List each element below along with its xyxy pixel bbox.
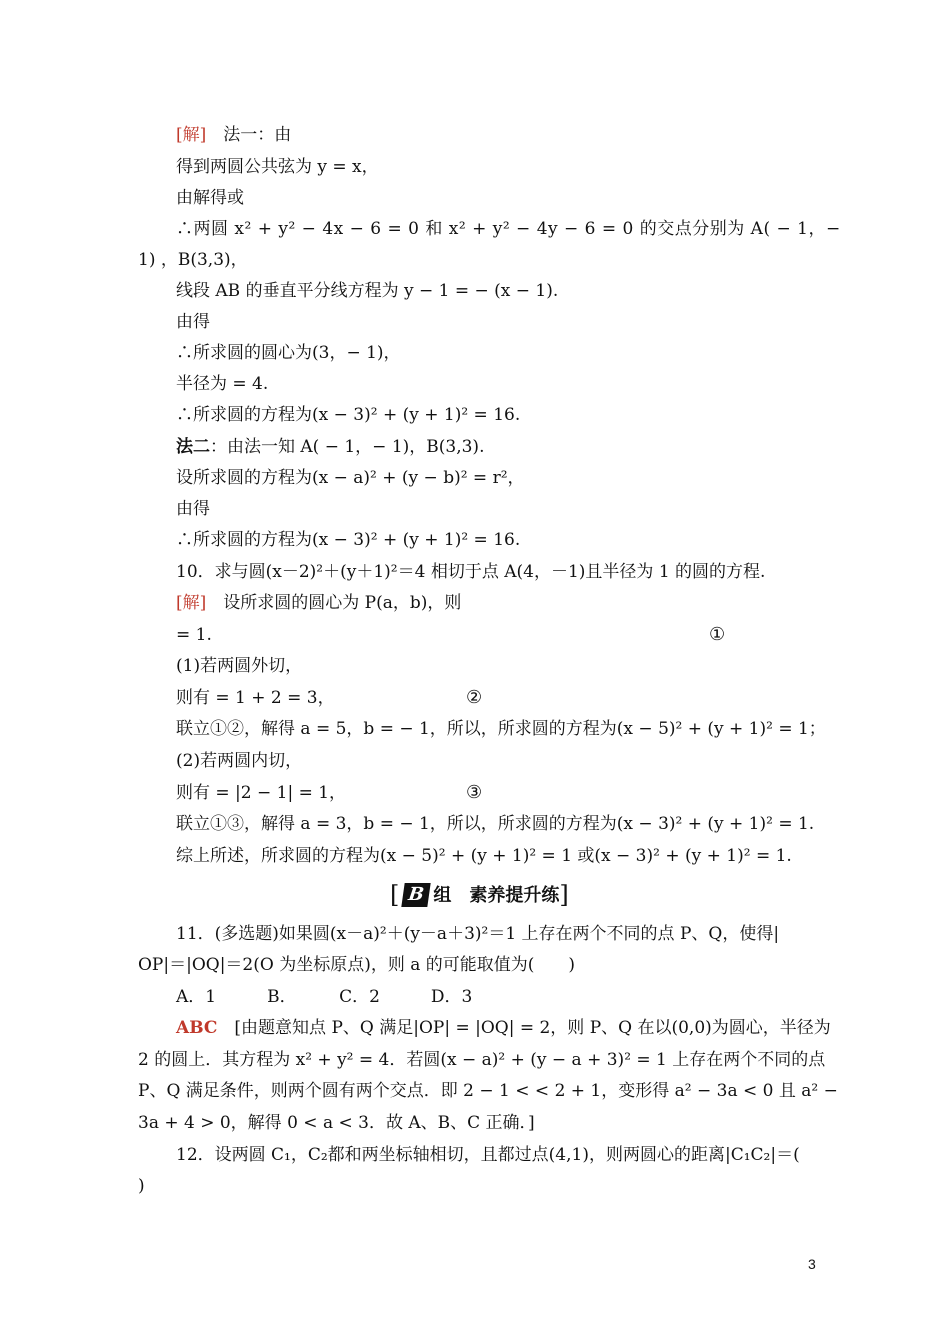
text-line: ∴所求圆的圆心为(3，− 1)， bbox=[176, 343, 401, 363]
question-10: 10．求与圆(x－2)²＋(y＋1)²＝4 相切于点 A(4，－1)且半径为 1 的圆的方程. bbox=[176, 562, 766, 582]
answer-options: A．1 B． C．2 D．3 bbox=[176, 987, 473, 1007]
text-line: 由解得或 bbox=[176, 188, 244, 208]
text-line: = 1. bbox=[176, 625, 212, 645]
method-two-label: 法二 bbox=[176, 437, 210, 457]
text-line: 线段 AB 的垂直平分线方程为 y − 1 = − (x − 1). bbox=[176, 281, 559, 301]
text-line: 则有 = |2 − 1| = 1， bbox=[176, 783, 347, 803]
method-two-line: 法二：由法一知 A( − 1，− 1)，B(3,3). bbox=[176, 437, 485, 457]
question-12: 12．设两圆 C₁，C₂都和两坐标轴相切，且都过点(4,1)，则两圆心的距离|C₁C₂|＝( bbox=[176, 1145, 800, 1165]
solution-tag: [解] bbox=[176, 593, 207, 613]
text-line: 则有 = 1 + 2 = 3， bbox=[176, 688, 335, 708]
section-bracket-close: ] bbox=[559, 881, 569, 909]
question-11: 11．(多选题)如果圆(x－a)²＋(y－a＋3)²＝1 上存在两个不同的点 P、Q，使得| bbox=[176, 924, 780, 944]
text-line: 2 的圆上．其方程为 x² + y² = 4．若圆(x − a)² + (y − a + 3)² = 1 上存在两个不同的点 bbox=[138, 1050, 826, 1070]
text-line: ∴两圆 x² + y² − 4x − 6 = 0 和 x² + y² − 4y − 6 = 0 的交点分别为 A( − 1，− bbox=[176, 219, 841, 239]
text-line: 由得 bbox=[176, 499, 210, 519]
answer-line: ABC [由题意知点 P、Q 满足|OP| = |OQ| = 2，则 P、Q 在以(0,0)为圆心，半径为 bbox=[176, 1018, 831, 1038]
equation-marker-3: ③ bbox=[466, 782, 483, 803]
text-line: (1)若两圆外切， bbox=[176, 656, 303, 676]
text-line: 由得 bbox=[176, 312, 210, 332]
text-line: ∴所求圆的方程为(x − 3)² + (y + 1)² = 16. bbox=[176, 530, 521, 550]
solution-tag: [解] bbox=[176, 125, 207, 145]
text-line: 联立①③，解得 a = 3，b = − 1，所以，所求圆的方程为(x − 3)² + (y + 1)² = 1. bbox=[176, 814, 815, 834]
section-letter-badge: B bbox=[402, 883, 431, 907]
text-line: 半径为 = 4. bbox=[176, 374, 269, 394]
section-heading bbox=[390, 880, 600, 910]
solution-label-line: [解] 设所求圆的圆心为 P(a，b)，则 bbox=[176, 593, 462, 613]
text-line: 得到两圆公共弦为 y = x， bbox=[176, 157, 379, 177]
text-line: ) bbox=[138, 1176, 145, 1196]
text-line: 1) ，B(3,3)， bbox=[138, 250, 248, 270]
section-bracket-open: [ bbox=[390, 881, 400, 909]
page-number: 3 bbox=[808, 1256, 816, 1272]
text-line: 3a + 4 > 0，解得 0 < a < 3．故 A、B、C 正确．] bbox=[138, 1113, 535, 1133]
text-line: OP|＝|OQ|＝2(O 为坐标原点)，则 a 的可能取值为( ) bbox=[138, 955, 576, 975]
text-line: 联立①②，解得 a = 5，b = − 1，所以，所求圆的方程为(x − 5)² + (y + 1)² = 1； bbox=[176, 719, 826, 739]
text-line: (2)若两圆内切， bbox=[176, 751, 303, 771]
text-line: 设所求圆的方程为(x − a)² + (y − b)² = r²， bbox=[176, 468, 525, 488]
text-line: 综上所述，所求圆的方程为(x − 5)² + (y + 1)² = 1 或(x − 3)² + (y + 1)² = 1. bbox=[176, 846, 792, 866]
answer-tag: ABC bbox=[176, 1018, 218, 1038]
equation-marker-2: ② bbox=[466, 687, 483, 708]
equation-marker-1: ① bbox=[709, 624, 726, 645]
section-title: 组 素养提升练 bbox=[433, 885, 560, 906]
text-line: P、Q 满足条件，则两个圆有两个交点．即 2 − 1 < < 2 + 1，变形得 a² − 3a < 0 且 a² − bbox=[138, 1081, 838, 1101]
text-line: ∴所求圆的方程为(x − 3)² + (y + 1)² = 16. bbox=[176, 405, 521, 425]
solution-label-line: [解] 法一：由 bbox=[176, 125, 292, 145]
